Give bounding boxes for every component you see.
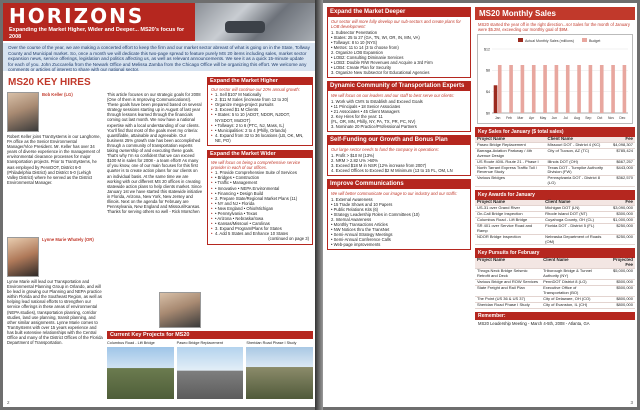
project-card: [177, 341, 244, 399]
y-tick-label: $0: [486, 111, 490, 116]
project-caption: Sheridan Road Phase I Study: [246, 341, 297, 345]
bar-budget: [623, 65, 627, 113]
list-item: • Strategy Leadership Roles in Committees (10): [331, 212, 420, 217]
table-cell: Missouri DOT - District 4 (KC): [546, 142, 611, 148]
list-item: • LOB4: Create Plan for Security: [331, 65, 392, 70]
x-tick-label: Feb: [506, 116, 512, 120]
bar-budget: [532, 65, 536, 113]
table-cell: City of Delaware, OH (CO): [541, 296, 605, 302]
project-caption: Paseo Bridge Replacement: [176, 341, 223, 345]
x-tick-label: Oct: [597, 116, 603, 120]
newsletter-title: HORIZONS: [9, 4, 145, 28]
table-cell: $785,424: [611, 148, 635, 159]
key-sales-heading: Key Sales for January ($ total sales): [475, 127, 635, 137]
list-item: • 3. Expand Program/Plans for States: [211, 226, 309, 231]
list-item: 2. Internal Awareness: [331, 217, 372, 222]
author-photo: [159, 292, 201, 328]
comms-box: [327, 189, 471, 250]
table-row: [475, 223, 635, 234]
list-item: 2. Organize LOB Expansion: [331, 50, 383, 55]
list-item: • 4. Add 5 States and Enhance 10 States: [211, 231, 309, 236]
bar-budget: [600, 65, 604, 113]
wider-heading: Expand the Market Wider: [207, 150, 313, 158]
table-cell: SR 401 over Service Road and Ramp: [475, 223, 543, 234]
table-row: [475, 302, 635, 308]
remember-text: MS20 Leadership Meeting - March 4-5th, 2008 - Atlanta, GA: [478, 320, 590, 326]
table-cell: $500,000: [605, 280, 635, 286]
right-page: [323, 3, 637, 407]
higher-list: [211, 92, 309, 143]
list-item: 4. Exceed Offices to Exceed $2 M Minimum (13 to 15 FL, OM, LN: [331, 168, 453, 173]
table-header-cell: Project Name: [475, 200, 543, 205]
table-cell: Michigan DOT (LN): [543, 206, 611, 212]
masthead: [3, 3, 315, 41]
table-cell: The Point (US 36 & US 37): [475, 296, 541, 302]
list-item: • • Financing • Design Build: [211, 191, 309, 196]
table-cell: $800,000: [605, 302, 635, 308]
key-awards-heading: Key Awards for January: [475, 190, 635, 200]
list-item: • 2. $11 M Sales (increase from 12 to 20): [211, 97, 309, 102]
key-pursuits-heading: Key Pursuits for February: [475, 248, 635, 258]
list-item: • 4. Expand from 32 to 36 locations (LB, OK, MN, NE, PO): [211, 133, 309, 143]
table-header-row: [475, 258, 635, 268]
continued-note: (continued on page 3): [268, 236, 309, 242]
dynamic-intro: We will focus on our leaders and our staff to best serve our clients:: [331, 93, 455, 98]
list-item: • • Bridges • Construction: [211, 175, 309, 180]
dynamic-heading: Dynamic Community of Transportation Experts: [327, 81, 471, 91]
dynamic-box: [327, 91, 471, 132]
table-cell: Executive Office of Transportation (BO): [541, 285, 605, 296]
lynne-marie-photo: [7, 237, 39, 277]
key-projects-heading: Current Key Projects for MS20: [107, 331, 313, 339]
list-item: • • Tollways: 2 to 6 (PTC, NJ, Mass, IL): [211, 123, 309, 128]
table-cell: NDOR Bridge Inspection: [475, 234, 543, 245]
table-row: [475, 148, 635, 159]
list-item: 3. Organize New Subsector for Educational Agencies: [331, 70, 430, 75]
bar-budget: [509, 65, 513, 113]
table-cell: North Tarrant Express Traffic Toll / Revenue Study: [475, 165, 546, 176]
project-photo: [246, 347, 313, 399]
x-tick-label: Dec: [619, 116, 626, 120]
strategy-article: [107, 92, 203, 328]
list-item: • 15 Trade Shows and 10 Papers: [331, 202, 393, 207]
sales-column: [475, 7, 635, 327]
table-cell: $500,000: [605, 285, 635, 296]
list-item: • • NY and NJ • Florida: [211, 201, 309, 206]
newsletter-subtitle: Expanding the Market Higher, Wider and Deeper... MS20's focus for 2008: [9, 27, 185, 40]
table-cell: Various Bridge and ROW Services: [475, 280, 541, 286]
x-tick-label: Jun: [551, 116, 558, 120]
remember-heading: Remember:: [475, 312, 635, 320]
table-cell: City of Tucson, AZ (TC): [546, 148, 611, 159]
sales-chart-svg: [478, 35, 632, 123]
y-tick-label: $4: [486, 89, 490, 94]
key-hires-heading: MS20 KEY HIRES: [8, 77, 91, 88]
bar-budget: [589, 65, 593, 113]
table-cell: $667,257: [611, 159, 635, 165]
bar-budget: [566, 65, 570, 113]
legend-swatch-budget: [582, 38, 587, 42]
page-fold: [315, 0, 323, 410]
deeper-heading: Expand the Market Deeper: [327, 7, 471, 17]
x-tick-label: Mar: [517, 116, 524, 120]
list-item: • • Pennsylvania • Texas: [211, 211, 309, 216]
list-item: • Semi-Annual Strategy Meetings: [331, 232, 393, 237]
y-tick-label: $8: [486, 68, 490, 73]
table-cell: Triborough Bridge & Tunnel Authority (NY): [541, 269, 605, 280]
list-item: • • Traffic • Management: [211, 180, 309, 185]
list-item: • • Arizona • Nebraska/Iowa: [211, 216, 309, 221]
table-cell: Cuyahoga County, OH (CL): [543, 217, 611, 223]
goals-column: [207, 77, 313, 245]
project-card: [246, 341, 313, 399]
list-item: • States: 25 to 27 (GA, TN, WI, OR, IN, MN, VA): [331, 35, 420, 40]
comms-heading: Improve Communications: [327, 179, 471, 189]
table-cell: US-31 over Grand River: [475, 206, 543, 212]
key-hires-column: [7, 92, 103, 397]
table-row: [475, 269, 635, 280]
project-caption: Columbus Road - Lift Bridge: [107, 341, 155, 345]
growth-intro: Our large sector needs to fund the company in operations:: [331, 147, 440, 152]
table-cell: Sheridan Road Phase I Study: [475, 302, 541, 308]
list-item: • 1. Sell $107 M Nationally: [211, 92, 309, 97]
table-cell: Columbus Road - Lift Bridge: [475, 217, 543, 223]
table-row: [475, 285, 635, 296]
sales-intro: MS20 started the year off in the right direction...so! Sales for the month of January were $5.2M, exceeding our monthly goal of $9M.: [478, 22, 630, 32]
table-cell: State Freight and Rail Plan: [475, 285, 541, 296]
list-item: • NW Notices thru the TransNet: [331, 227, 390, 232]
project-card: [107, 341, 174, 399]
bar-budget: [577, 65, 581, 113]
table-cell: $300,000: [611, 211, 635, 217]
list-item: • LOB3: Double R/W Revenues and Acquire a 3rd Firm: [331, 60, 433, 65]
list-item: 1. External Awareness: [331, 197, 373, 202]
bar-budget: [498, 65, 502, 113]
deeper-intro: Our sector will more fully develop our sub-sectors and create plans for LOB development:: [331, 19, 461, 29]
page-number: 2: [7, 400, 10, 405]
table-cell: $1,000,000: [611, 217, 635, 223]
project-photo: [177, 347, 244, 399]
bar-budget: [521, 65, 525, 113]
key-sales-table: [475, 137, 635, 187]
list-item: • 2. Prepare State/Regional Market Plans (11): [211, 196, 309, 201]
list-item: 1. Subsector Penetration: [331, 30, 378, 35]
table-cell: $362,570: [611, 176, 635, 187]
hire2-name: Lynne Marie Whately (OR): [42, 237, 94, 242]
key-pursuits-table: [475, 258, 635, 308]
table-cell: Nebraska Department of Roads (OM): [543, 234, 611, 245]
list-item: • 3. Exceed $1 M Clients: [211, 107, 309, 112]
list-item: • Organize mega-project pursuits: [211, 102, 309, 107]
x-tick-label: Sep: [585, 116, 592, 120]
key-projects: [107, 331, 313, 399]
list-item: • • Municipalities: 2 to 4 (Philly, Orlando): [211, 128, 309, 133]
table-cell: $4,098,307: [611, 142, 635, 148]
goals-column-right: [327, 7, 471, 253]
table-header-cell: Fee: [611, 137, 635, 142]
x-tick-label: Apr: [529, 116, 535, 120]
bar-budget: [611, 65, 615, 113]
table-cell: $250,000: [611, 234, 635, 245]
table-cell: PennDOT District 8 (LG): [541, 280, 605, 286]
bar-budget: [543, 65, 547, 113]
list-item: • Public Relations Kits (6): [331, 207, 379, 212]
x-tick-label: Nov: [607, 116, 615, 120]
list-item: 1. Work with CM's to Establish and Exceed Goals: [331, 99, 423, 104]
intro-paragraph: Over the course of the year, we are making a concerted effort to keep the firm and our market sector abreast of what is going on in the State, Tollway County and Municipal market. So, once a month we will dedicate this two-page spread to feature purely MS 20 items including sales, market sector expansion news, service offerings, legislation and politics affecting us, as well as relevant announcements. We see it as a quick 15-minute update for each of you. John Zuccarelia from the Newark Office and Melissa Zamba from the Chicago Office will be organizing this effort. We welcome any comments or articles of interest to share with our national sector.: [3, 43, 315, 71]
x-tick-label: Aug: [573, 116, 581, 120]
table-header-cell: Projected Fee: [605, 258, 635, 268]
wider-list: [211, 170, 309, 236]
table-row: [475, 234, 635, 245]
list-item: 3. Nominate 20 Practice/Professional Partners: [331, 124, 417, 129]
list-item: • Tollways: 8 to 10 (NYS): [331, 40, 378, 45]
hire2-text: Lynne Marie will lead our Transportation and Environmental Planning Group in Orlando, and will be lead in growing our Planning and NEPA practice within Florida and the Southeast Region, as well as helping lead national efforts to strengthen our service offerings in these areas of environmental (NEPA studies), transportation planning, corridor studies, land use planning, transit planning, and other similar assignments. Lynne Marie comes to TranSystems with over 15 years experience and has built extensive relationships with the Central Office and many of the District Offices of the Florida Department of Transportation.: [7, 279, 103, 346]
list-item: • • States: 5 to 10 (ADOT, NDOR, NJDOT, NYSDOT, MoDOT): [211, 112, 309, 122]
x-tick-label: May: [539, 116, 547, 120]
table-cell: Florida DOT - District 5 (FL): [543, 223, 611, 234]
legend-label-actual: Actual Monthly Sales (millions): [525, 39, 574, 43]
list-item: • Semi-Annual Conference Calls: [331, 237, 391, 242]
table-header-cell: Client Name: [541, 258, 605, 268]
hire1-name: Bob Keller (LG): [42, 92, 73, 97]
project-photo: [107, 347, 174, 399]
list-item: • LOB2: Consulting Diminanie Services: [331, 55, 404, 60]
wider-intro: We will focus on being a comprehensive service provider in each of our offices.: [211, 160, 301, 171]
table-cell: Barraga-Aviation Parkway / 4th Avenue Design: [475, 148, 546, 159]
list-item: 2. Key Hires for the year: 11: [331, 114, 383, 119]
legend-label-budget: Budget: [589, 39, 601, 43]
sales-chart: [477, 34, 633, 124]
deeper-list: [331, 30, 467, 75]
higher-heading: Expand the Market Higher: [207, 77, 313, 85]
table-cell: Various Bridges: [475, 176, 546, 187]
strategy-article-text: This article focuses on our strategic goals for 2008 (One of them is Improving Communications!). These goals have been prepared based on several strategy sessions starting up in August of last year through lessons learned through the financials coming out last month. We now have a national expertise with a local understanding of our clients. You'll find that most of the goals meet my criteria: quantifiable, attainable and agreeable. Our business 25% growth rate has been accomplished through a community of transportation experts taking ownership of and executing these goals. That's why I'm so confident that we can exceed $100 M in sales for 2008 - a team effort! As many of you know, one of our main focuses for this first quarter is to create action plans for our clients on an individual basis. At the same time we are working with our different MS 20 offices in creating statewide action plans to help clients market. Since January 1st we have started this statewide initiative in Florida, Arizona, New York, New Jersey and Illinois. Next on the agenda for February are Pennsylvania, New England and Missouri/Kansas. Thanks for serving others so well - Rick Morschen: [107, 92, 203, 215]
x-tick-label: Jul: [563, 116, 568, 120]
wider-box: [207, 158, 313, 245]
left-page: [3, 3, 315, 407]
table-cell: City of Evanston, IL (CH): [541, 302, 605, 308]
y-tick-label: $12: [484, 47, 490, 52]
x-tick-label: Jan: [494, 116, 501, 120]
sales-heading: MS20 Monthly Sales: [475, 7, 635, 20]
table-cell: $3,090,000: [611, 206, 635, 212]
table-cell: $800,000: [605, 296, 635, 302]
list-item: • 11 Principals • 18 Senior Associates: [331, 104, 401, 109]
key-awards-table: [475, 200, 635, 245]
table-header-cell: Project Name: [475, 258, 541, 268]
list-item: • • Innovative • NEPA Environmental: [211, 186, 309, 191]
table-cell: Illinois DOT (OH): [546, 159, 611, 165]
higher-intro: Our sector will continue our 20% annual growth:: [211, 87, 300, 92]
list-item: 1. Profit > $10 M (13%): [331, 153, 375, 158]
table-row: [475, 176, 635, 187]
table-header-cell: Project Name: [475, 137, 546, 142]
growth-list: [331, 153, 467, 173]
growth-box: [327, 145, 471, 176]
table-cell: $250,000: [611, 223, 635, 234]
list-item: • • Kansas/Missouri • Carolinas: [211, 221, 309, 226]
list-item: 3. Exceed $18 M in NSR (12% increase from 2007): [331, 163, 427, 168]
table-cell: US Route 40/IL Route 21 - Phase I: [475, 159, 546, 165]
list-item: • • New England • Ohio/Michigan: [211, 206, 309, 211]
higher-box: [207, 85, 313, 146]
comms-list: [331, 197, 467, 247]
masthead-photo: [195, 3, 315, 41]
list-item: • 21 Associates • 45 Client Managers: [331, 109, 400, 114]
legend-swatch-actual: [518, 38, 523, 42]
table-cell: On-Call Bridge Inspection: [475, 211, 543, 217]
bob-keller-photo: [7, 92, 39, 132]
bar-budget: [555, 65, 559, 113]
dynamic-list: [331, 99, 467, 129]
growth-heading: Self-Funding our Growth and Bonus Plan: [327, 135, 471, 145]
list-item: • Monthly Transactions Articles: [331, 222, 388, 227]
table-header-cell: Fee: [611, 200, 635, 205]
list-item: (FL, OR, MN, Philly, NY, PA, TX, PR, PC, NV): [331, 119, 416, 124]
hire1-text: Robert Keller joins TranSystems in our Langhorne, PA office as the Senior Environmental Manager/Vice President. Mr. Keller has over 34 years of diverse experience in the management of environmental clearance processes for major transportation projects. Prior to TranSystems, he was employed by PennDOT, District 6-0 (Philadelphia District) and District 5-0 (Lehigh Valley District) where he served as the District Environmental Manager.: [7, 134, 101, 185]
comms-intro: We will better communicate our image to our industry and our staffs:: [331, 191, 458, 196]
table-cell: Texas DOT - Turnpike Authority Division (FW): [546, 165, 611, 176]
page-number: 3: [630, 400, 633, 405]
list-item: • Metros: 11 to 14 (3 to choose from): [331, 45, 399, 50]
table-cell: Paseo Bridge Replacement: [475, 142, 546, 148]
table-header-cell: Client Name: [546, 137, 611, 142]
table-cell: Pennsylvania DOT - District 8 (LG): [546, 176, 611, 187]
list-item: • Web-page improvements: [331, 242, 381, 247]
table-header-cell: Client Name: [543, 200, 611, 205]
bar-actual: [494, 85, 498, 113]
table-cell: Throgs Neck Bridge Seismic Retrofit and Deck: [475, 269, 541, 280]
deeper-box: [327, 17, 471, 78]
table-cell: $5,000,000: [605, 269, 635, 280]
list-item: • 1. Provide Comprehensive Suite of Services: [211, 170, 309, 175]
table-cell: Rhode Island DOT (NT): [543, 211, 611, 217]
table-cell: $443,000: [611, 165, 635, 176]
list-item: 2. NRM > 2.82 U% >60%: [331, 158, 379, 163]
table-row: [475, 165, 635, 176]
